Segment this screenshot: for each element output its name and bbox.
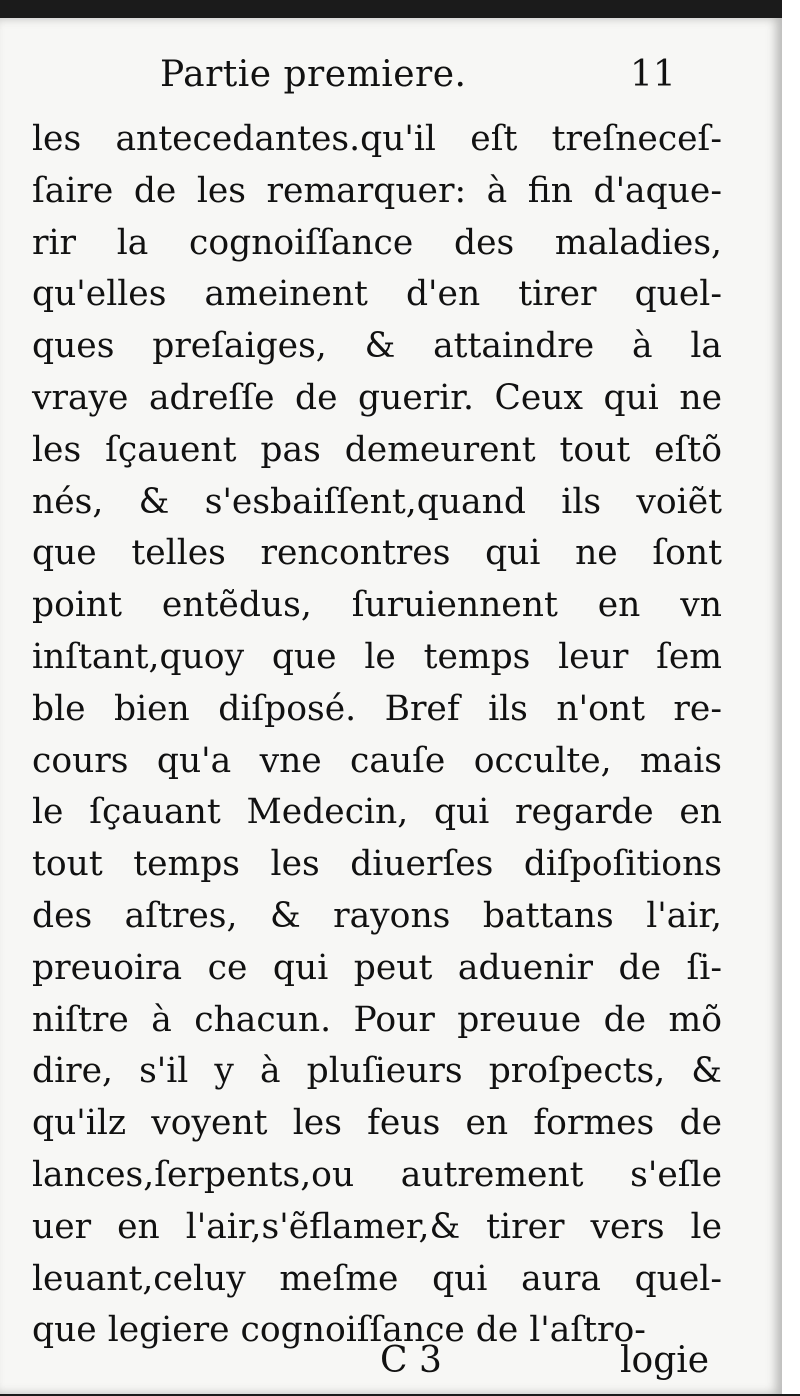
body-text (32, 114, 722, 1357)
text-line: cours qu'a vne cauſe occulte, mais (32, 740, 722, 781)
book-page (0, 18, 782, 1394)
text-line: qu'ilz voyent les feus en formes de (32, 1103, 722, 1144)
text-line: inſtant,quoy que le temps leur ſem (32, 636, 722, 677)
text-line: les ſçauent pas demeurent tout eſtõ (32, 429, 722, 470)
text-line: niſtre à chacun. Pour preuue de mõ (32, 999, 722, 1040)
text-line: vraye adreſſe de guerir. Ceux qui ne (32, 377, 722, 418)
running-head (0, 54, 782, 114)
text-line: qu'elles ameinent d'en tirer quel- (32, 274, 722, 315)
text-line: que legiere cognoiſſance de l'aſtro- (32, 1310, 646, 1351)
text-line: preuoira ce qui peut aduenir de ſi- (32, 947, 722, 988)
text-line: des aſtres, & rayons battans l'air, (32, 895, 722, 936)
text-line: uer en l'air,s'ẽflamer,& tirer vers le (32, 1206, 722, 1247)
text-line: dire, s'il y à pluſieurs proſpects, & (32, 1051, 722, 1092)
text-line: leuant,celuy meſme qui aura quel- (32, 1258, 722, 1299)
page-edge (782, 0, 800, 1394)
text-line: rir la cognoiſſance des maladies, (32, 222, 722, 263)
text-line: lances,ſerpents,ou autrement s'eſle (32, 1154, 722, 1195)
catchword: logie (620, 1340, 710, 1381)
text-line: tout temps les diuerſes diſpoſitions (32, 844, 722, 885)
page-footer (0, 1340, 782, 1396)
text-line: le ſçauant Medecin, qui regarde en (32, 792, 722, 833)
page-number: 11 (630, 54, 676, 95)
text-line: point entẽdus, ſuruiennent en vn (32, 585, 722, 626)
text-line: que telles rencontres qui ne ſont (32, 533, 722, 574)
text-line: les antecedantes.qu'il eſt treſneceſ- (32, 119, 722, 159)
text-line: ſaire de les remarquer: à fin d'aque- (32, 170, 722, 211)
signature-mark: C 3 (380, 1340, 442, 1381)
text-line: ques preſaiges, & attaindre à la (32, 326, 722, 367)
running-title: Partie premiere. (160, 54, 467, 95)
text-line: nés, & s'esbaiſſent,quand ils voiẽt (32, 481, 722, 522)
text-line: ble bien diſposé. Bref ils n'ont re- (32, 688, 722, 729)
